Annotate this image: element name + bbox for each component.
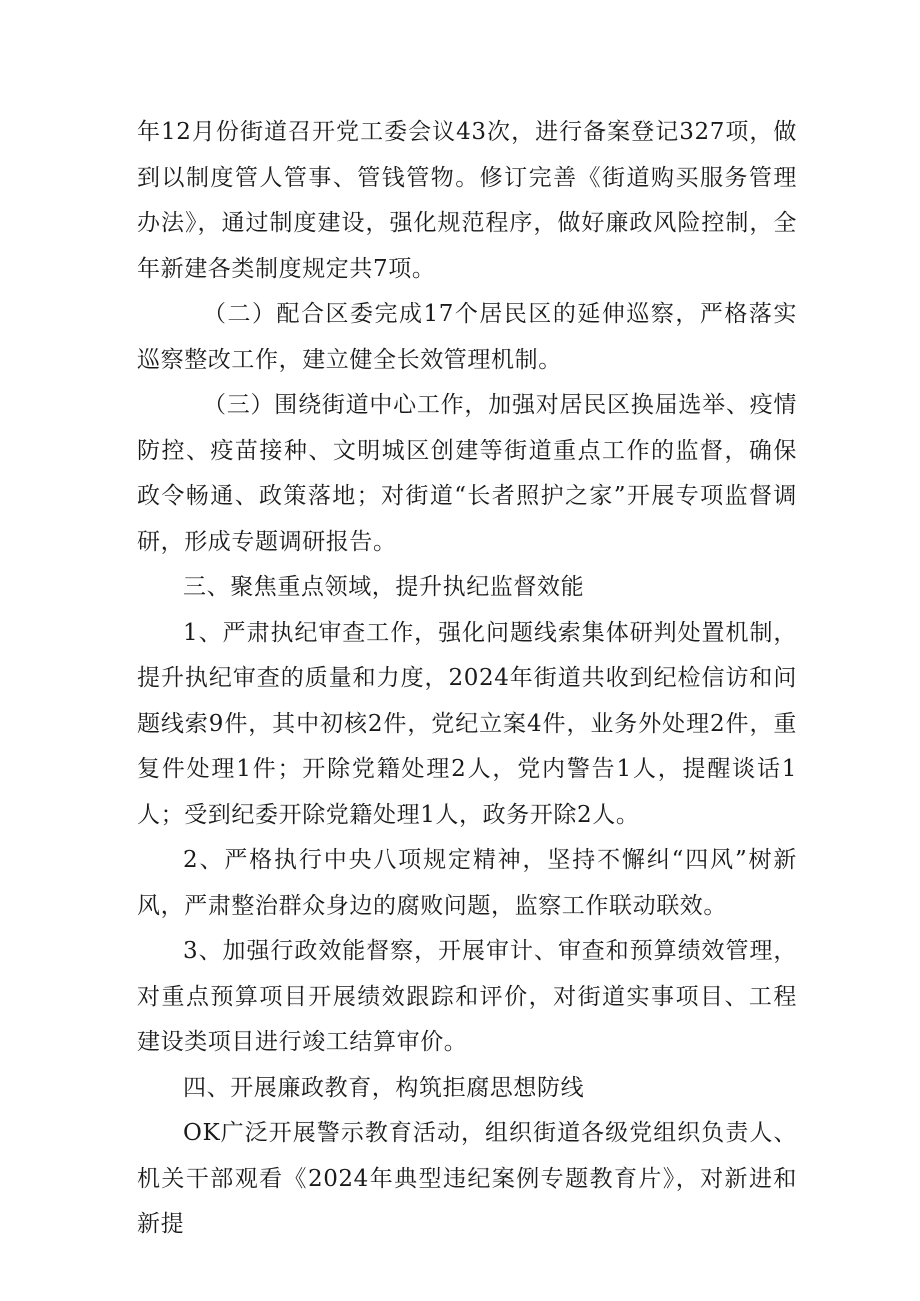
paragraph-item-1: 1、严肃执纪审查工作，强化问题线索集体研判处置机制，提升执纪审查的质量和力度，2024年街道共收到纪检信访和问题线索9件，其中初核2件，党纪立案4件，业务外处理2件，重复件处理1件；开除党籍处理2人，党内警告1人，提醒谈话1人；受到纪委开除党籍处理1人，政务开除2人。 [137,619,797,828]
paragraph-inspection: （二）配合区委完成17个居民区的延伸巡察，严格落实巡察整改工作，建立健全长效管理机制。 [137,301,797,373]
paragraph-rules-summary: 年12月份街道召开党工委会议43次，进行备案登记327项，做到以制度管人管事、管钱管物。修订完善《街道购买服务管理办法》，通过制度建设，强化规范程序，做好廉政风险控制，全年新建各类制度规定共7项。 [137,119,797,282]
document-body [137,110,797,1248]
paragraph-item-2: 2、严格执行中央八项规定精神，坚持不懈纠“四风”树新风，严肃整治群众身边的腐败问题，监察工作联动联效。 [137,847,797,919]
paragraph-education: OK广泛开展警示教育活动，组织街道各级党组织负责人、机关干部观看《2024年典型违纪案例专题教育片》，对新进和新提 [137,1120,797,1237]
section-heading-four: 四、开展廉政教育，构筑拒腐思想防线 [183,1074,585,1101]
paragraph-item-3: 3、加强行政效能督察，开展审计、审查和预算绩效管理，对重点预算项目开展绩效跟踪和评价，对街道实事项目、工程建设类项目进行竣工结算审价。 [137,938,797,1055]
paragraph-supervision: （三）围绕街道中心工作，加强对居民区换届选举、疫情防控、疫苗接种、文明城区创建等街道重点工作的监督，确保政令畅通、政策落地；对街道“长者照护之家”开展专项监督调研，形成专题调研报告。 [137,392,797,555]
section-heading-three: 三、聚焦重点领域，提升执纪监督效能 [183,574,585,600]
